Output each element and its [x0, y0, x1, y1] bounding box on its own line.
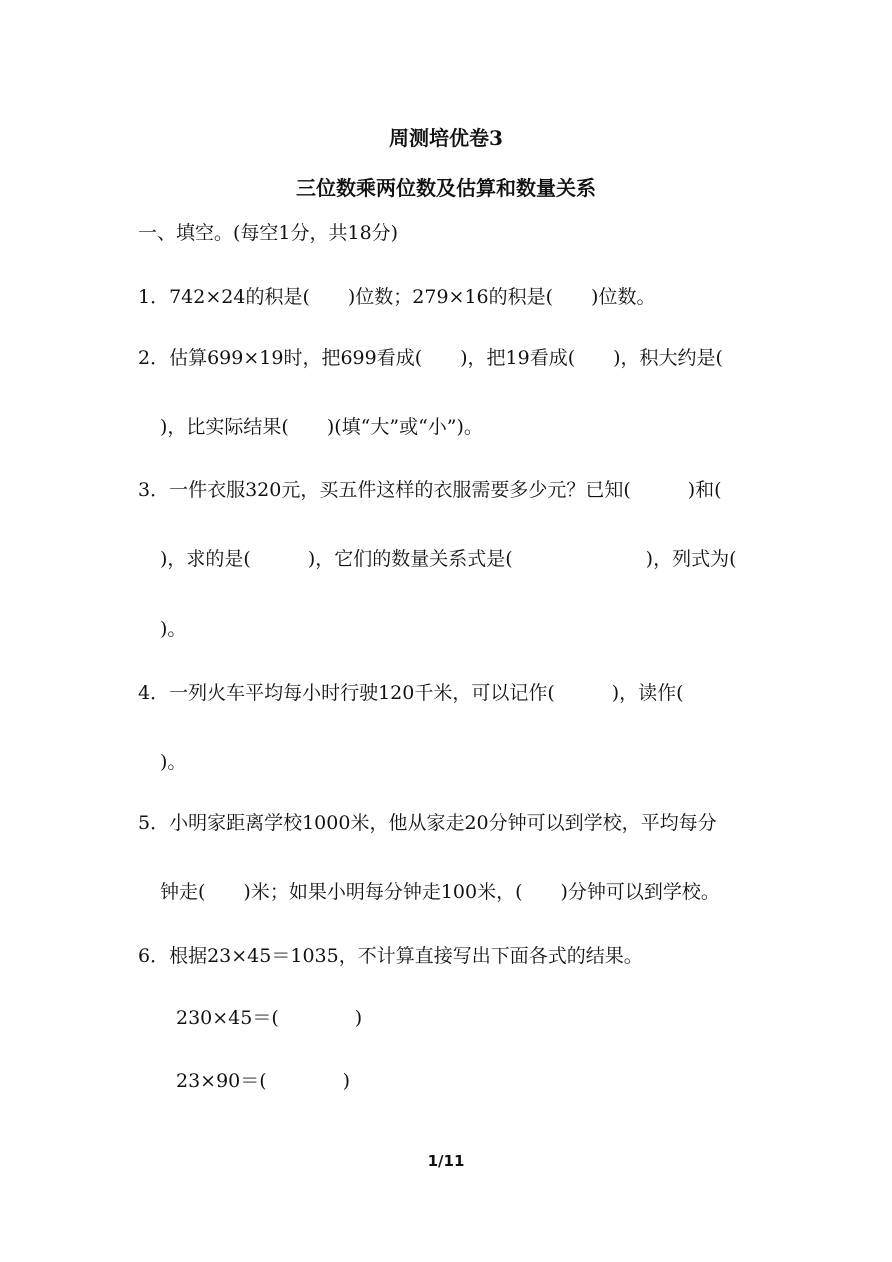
document-title: 周测培优卷3	[389, 126, 503, 150]
question-5-line-1: 5．小明家距离学校1000米，他从家走20分钟可以到学校，平均每分	[138, 812, 717, 834]
question-1: 1．742×24的积是( )位数；279×16的积是( )位数。	[138, 286, 656, 308]
document-subtitle: 三位数乘两位数及估算和数量关系	[296, 176, 596, 200]
question-5-line-2: 钟走( )米；如果小明每分钟走100米，( )分钟可以到学校。	[160, 881, 720, 903]
question-3-line-1: 3．一件衣服320元，买五件这样的衣服需要多少元？已知( )和(	[138, 479, 722, 501]
question-4-line-2: )。	[160, 751, 187, 773]
question-6-sub-1: 230×45＝( )	[176, 1007, 363, 1029]
question-3-line-3: )。	[160, 618, 187, 640]
question-2-line-1: 2．估算699×19时，把699看成( )，把19看成( )，积大约是(	[138, 347, 723, 369]
question-2-line-2: )，比实际结果( )(填“大”或“小”)。	[160, 416, 483, 438]
section-heading: 一、填空。(每空1分，共18分)	[138, 222, 399, 244]
question-6-line-1: 6．根据23×45＝1035，不计算直接写出下面各式的结果。	[138, 945, 643, 967]
question-6-sub-2: 23×90＝( )	[176, 1070, 351, 1092]
question-4-line-1: 4．一列火车平均每小时行驶120千米，可以记作( )，读作(	[138, 682, 684, 704]
page-number: 1/11	[427, 1152, 465, 1170]
question-3-line-2: )，求的是( )，它们的数量关系式是( )，列式为(	[160, 548, 737, 570]
